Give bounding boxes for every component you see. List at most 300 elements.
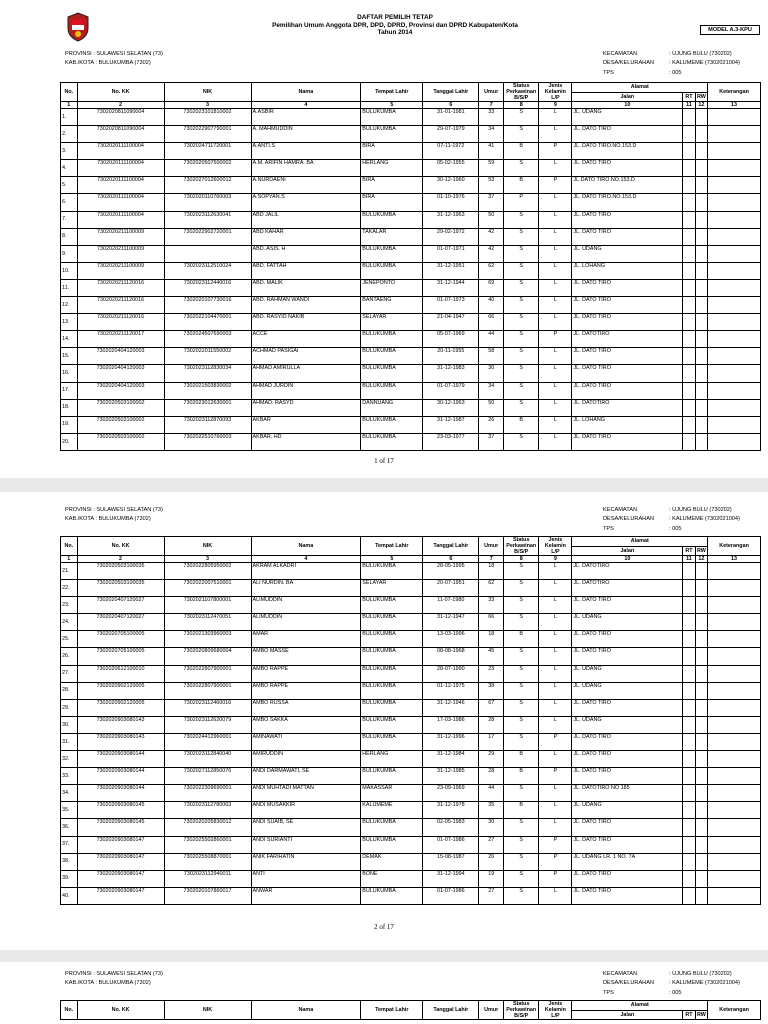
cell-no: 26. bbox=[61, 648, 78, 665]
cell-nama: AKBAR. HD bbox=[251, 433, 361, 450]
table-row bbox=[61, 665, 761, 682]
provinsi-line: PROVINSI : SULAWESI SELATAN (73) bbox=[65, 51, 163, 57]
cell-jenis-kelamin: L bbox=[539, 887, 572, 904]
cell-keterangan bbox=[708, 126, 761, 143]
desa-label: DESA/KELURAHAN bbox=[603, 60, 654, 67]
cell-jalan: JL. DATO TIRO bbox=[572, 160, 683, 177]
cell-nama: ABD. MALIK bbox=[251, 279, 361, 296]
cell-jalan: JL. DATOTIRO bbox=[572, 399, 683, 416]
cell-nik: 7302023112440016 bbox=[164, 279, 251, 296]
cell-nik: 7302022007510001 bbox=[164, 580, 251, 597]
cell-jenis-kelamin: L bbox=[539, 211, 572, 228]
table-row bbox=[61, 802, 761, 819]
cell-tanggal-lahir: 01-07-1971 bbox=[423, 245, 479, 262]
cell-nama: ANDI MUSAKKIR bbox=[251, 802, 361, 819]
cell-rt bbox=[683, 887, 695, 904]
cell-status: S bbox=[504, 126, 539, 143]
cell-tanggal-lahir: 01-07-1986 bbox=[423, 887, 479, 904]
cell-keterangan bbox=[708, 563, 761, 580]
cell-tanggal-lahir: 01-07-1973 bbox=[423, 297, 479, 314]
cell-tanggal-lahir: 20-11-1955 bbox=[423, 348, 479, 365]
cell-status: P bbox=[504, 194, 539, 211]
cell-tempat-lahir: BULUKUMBA bbox=[361, 126, 423, 143]
cell-no: 25. bbox=[61, 631, 78, 648]
cell-nama: ABD. ASIS. H bbox=[251, 245, 361, 262]
table-row bbox=[61, 297, 761, 314]
cell-kk: 7302020111100004 bbox=[77, 143, 164, 160]
header-tempat: Tempat Lahir bbox=[361, 537, 423, 556]
cell-status: B bbox=[504, 768, 539, 785]
voter-table-page-1 bbox=[60, 82, 761, 451]
cell-kk: 7302020211100009 bbox=[77, 245, 164, 262]
cell-rt bbox=[683, 399, 695, 416]
region-info-left bbox=[65, 50, 163, 69]
header-status: Status Perkawinan B/S/P bbox=[504, 83, 539, 102]
table-row bbox=[61, 733, 761, 750]
cell-rt bbox=[683, 785, 695, 802]
cell-keterangan bbox=[708, 768, 761, 785]
cell-jenis-kelamin: P bbox=[539, 733, 572, 750]
cell-status: S bbox=[504, 279, 539, 296]
cell-no: 29. bbox=[61, 699, 78, 716]
cell-umur: 19 bbox=[479, 870, 504, 887]
header-rt: RT bbox=[683, 546, 695, 556]
cell-nik: 7302022309690001 bbox=[164, 785, 251, 802]
cell-status: S bbox=[504, 819, 539, 836]
header-kk: No. KK bbox=[77, 537, 164, 556]
table-body-page-1 bbox=[61, 109, 761, 451]
header-tanggal: Tanggal Lahir bbox=[423, 1001, 479, 1020]
cell-kk: 7302020211120016 bbox=[77, 314, 164, 331]
cell-no: 23. bbox=[61, 597, 78, 614]
cell-tempat-lahir: BULUKUMBA bbox=[361, 887, 423, 904]
header-alamat: Alamat bbox=[572, 1001, 708, 1011]
header-alamat: Alamat bbox=[572, 83, 708, 93]
header-kk: No. KK bbox=[77, 83, 164, 102]
cell-status: S bbox=[504, 665, 539, 682]
model-badge: MODEL A.3-KPU bbox=[700, 25, 760, 35]
cell-rw bbox=[695, 245, 707, 262]
cell-rw bbox=[695, 365, 707, 382]
cell-rw bbox=[695, 836, 707, 853]
cell-status: S bbox=[504, 109, 539, 126]
cell-keterangan bbox=[708, 297, 761, 314]
cell-tempat-lahir: BULUKUMBA bbox=[361, 648, 423, 665]
region-info-left-2 bbox=[65, 506, 163, 525]
cell-nama: ANDI SUAIB, SE bbox=[251, 819, 361, 836]
tps-label: TPS bbox=[603, 525, 614, 532]
header-tempat: Tempat Lahir bbox=[361, 83, 423, 102]
cell-jenis-kelamin: L bbox=[539, 109, 572, 126]
cell-tempat-lahir: BULUKUMBA bbox=[361, 768, 423, 785]
column-number-row: 1 2 3 4 5 6 7 8 9 10 11 12 13 bbox=[61, 556, 761, 563]
table-row bbox=[61, 819, 761, 836]
cell-rt bbox=[683, 348, 695, 365]
cell-tanggal-lahir: 08-08-1968 bbox=[423, 648, 479, 665]
cell-umur: 37 bbox=[479, 194, 504, 211]
cell-jalan: JL. UDANG bbox=[572, 802, 683, 819]
cell-umur: 59 bbox=[479, 160, 504, 177]
table-row bbox=[61, 416, 761, 433]
header-nik: NIK bbox=[164, 1001, 251, 1020]
header-ket: Keterangan bbox=[708, 83, 761, 102]
cell-jalan: JL. DATO TIRO bbox=[572, 228, 683, 245]
cell-kk: 7302020111100004 bbox=[77, 194, 164, 211]
cell-rt bbox=[683, 109, 695, 126]
cell-keterangan bbox=[708, 836, 761, 853]
table-row bbox=[61, 870, 761, 887]
cell-nik: 7302023112830034 bbox=[164, 365, 251, 382]
cell-rt bbox=[683, 768, 695, 785]
cell-status: S bbox=[504, 887, 539, 904]
cell-keterangan bbox=[708, 194, 761, 211]
cell-nik: 7302023112510024 bbox=[164, 262, 251, 279]
cell-nama: ANTI bbox=[251, 870, 361, 887]
cell-keterangan bbox=[708, 177, 761, 194]
header-rt: RT bbox=[683, 92, 695, 102]
cell-jenis-kelamin: L bbox=[539, 194, 572, 211]
cell-nama: A.SOPYAN.S bbox=[251, 194, 361, 211]
table-row bbox=[61, 143, 761, 160]
tps-value: : 005 bbox=[669, 69, 682, 76]
cell-nik: 7302020107730016 bbox=[164, 297, 251, 314]
cell-rt bbox=[683, 665, 695, 682]
header-umur: Umur bbox=[479, 83, 504, 102]
cell-keterangan bbox=[708, 665, 761, 682]
cell-umur: 29 bbox=[479, 751, 504, 768]
cell-kk: 7302020503100035 bbox=[77, 563, 164, 580]
tps-value: : 005 bbox=[669, 989, 682, 996]
cell-nama: A.M. ARIFIN HAMRA. BA bbox=[251, 160, 361, 177]
cell-tanggal-lahir: 28-07-1990 bbox=[423, 665, 479, 682]
page-footer-1: 1 of 17 bbox=[374, 457, 394, 465]
cell-jenis-kelamin: L bbox=[539, 382, 572, 399]
title-line-1: DAFTAR PEMILIH TETAP bbox=[357, 14, 433, 21]
cell-jalan: JL. UDANG bbox=[572, 682, 683, 699]
cell-jalan: JL. DATO TIRO.NO.153.D bbox=[572, 194, 683, 211]
cell-jalan: JL. DATO TIRO bbox=[572, 382, 683, 399]
cell-status: B bbox=[504, 751, 539, 768]
cell-rw bbox=[695, 699, 707, 716]
cell-rt bbox=[683, 194, 695, 211]
cell-status: S bbox=[504, 348, 539, 365]
tps-value: : 005 bbox=[669, 525, 682, 532]
cell-jalan: JL. DATOTIRO NO 185 bbox=[572, 785, 683, 802]
cell-jenis-kelamin: P bbox=[539, 853, 572, 870]
cell-tanggal-lahir: 30-12-1963 bbox=[423, 399, 479, 416]
header-rw: RW bbox=[696, 547, 706, 554]
cell-nama: ANDI DARMAWATI, SE bbox=[251, 768, 361, 785]
cell-kk: 7302020211120017 bbox=[77, 331, 164, 348]
cell-nik: 7302022902720001 bbox=[164, 228, 251, 245]
cell-jenis-kelamin: L bbox=[539, 631, 572, 648]
cell-status: S bbox=[504, 597, 539, 614]
table-row bbox=[61, 614, 761, 631]
cell-jalan: JL. DATO TIRO bbox=[572, 279, 683, 296]
cell-nik: 7302023112870093 bbox=[164, 416, 251, 433]
cell-keterangan bbox=[708, 331, 761, 348]
cell-rw bbox=[695, 648, 707, 665]
cell-jalan: JL. DATO TIRO bbox=[572, 699, 683, 716]
cell-umur: 26 bbox=[479, 416, 504, 433]
cell-keterangan bbox=[708, 785, 761, 802]
cell-no: 4. bbox=[61, 160, 78, 177]
cell-rw bbox=[695, 433, 707, 450]
cell-nik: 7302024507690003 bbox=[164, 331, 251, 348]
cell-rw bbox=[695, 314, 707, 331]
desa-value: : KALUMEME (7302021004) bbox=[669, 516, 740, 523]
cell-umur: 35 bbox=[479, 802, 504, 819]
table-row bbox=[61, 228, 761, 245]
cell-rw bbox=[695, 716, 707, 733]
cell-umur: 62 bbox=[479, 580, 504, 597]
cell-status: S bbox=[504, 614, 539, 631]
cell-nik: 7302020507500002 bbox=[164, 160, 251, 177]
table-row bbox=[61, 160, 761, 177]
cell-jenis-kelamin: L bbox=[539, 802, 572, 819]
cell-tanggal-lahir: 15-08-1987 bbox=[423, 853, 479, 870]
cell-status: S bbox=[504, 382, 539, 399]
cell-kk: 7302020705100005 bbox=[77, 648, 164, 665]
cell-jalan: JL. DATO TIRO bbox=[572, 733, 683, 750]
table-row bbox=[61, 109, 761, 126]
cell-jenis-kelamin: L bbox=[539, 614, 572, 631]
cell-nama: A.NURDAENI bbox=[251, 177, 361, 194]
cell-rw bbox=[695, 109, 707, 126]
header-tanggal: Tanggal Lahir bbox=[423, 537, 479, 556]
cell-jenis-kelamin: P bbox=[539, 331, 572, 348]
table-row bbox=[61, 126, 761, 143]
cell-jenis-kelamin: L bbox=[539, 819, 572, 836]
cell-rt bbox=[683, 870, 695, 887]
cell-tempat-lahir: BULUKUMBA bbox=[361, 211, 423, 228]
cell-keterangan bbox=[708, 853, 761, 870]
cell-jenis-kelamin: L bbox=[539, 751, 572, 768]
cell-status: S bbox=[504, 733, 539, 750]
cell-nik: 7302020107860017 bbox=[164, 887, 251, 904]
cell-jenis-kelamin: L bbox=[539, 348, 572, 365]
kab-line-3: KAB./KOTA : BULUKUMBA (7302) bbox=[65, 980, 151, 987]
cell-nama: AMAR bbox=[251, 631, 361, 648]
cell-nama: ANDI MUHTADI MATTAN bbox=[251, 785, 361, 802]
cell-status: S bbox=[504, 365, 539, 382]
cell-kk: 7302020211120016 bbox=[77, 297, 164, 314]
cell-nama: ABD JALIL bbox=[251, 211, 361, 228]
table-row bbox=[61, 365, 761, 382]
cell-jenis-kelamin: L bbox=[539, 279, 572, 296]
cell-jenis-kelamin: L bbox=[539, 297, 572, 314]
cell-rw bbox=[695, 887, 707, 904]
cell-nik: 7302025508870001 bbox=[164, 853, 251, 870]
cell-keterangan bbox=[708, 416, 761, 433]
cell-kk: 7302020111100004 bbox=[77, 160, 164, 177]
cell-rw bbox=[695, 160, 707, 177]
cell-rw bbox=[695, 279, 707, 296]
cell-tempat-lahir: BANTAENG bbox=[361, 297, 423, 314]
cell-nik: 7302020205830012 bbox=[164, 819, 251, 836]
cell-kk: 7302020903080144 bbox=[77, 751, 164, 768]
header-rw: RW bbox=[696, 1011, 706, 1018]
kab-line-2: KAB./KOTA : BULUKUMBA (7302) bbox=[65, 516, 151, 523]
cell-rt bbox=[683, 177, 695, 194]
cell-rt bbox=[683, 631, 695, 648]
title-line-2: Pemilihan Umum Anggota DPR, DPD, DPRD, Provinsi dan DPRD Kabupaten/Kota bbox=[272, 21, 518, 29]
page-footer-2: 2 of 17 bbox=[374, 923, 394, 931]
cell-nama: ANWAR bbox=[251, 887, 361, 904]
cell-no: 8. bbox=[61, 228, 78, 245]
cell-nama: AMBO RAPPE bbox=[251, 682, 361, 699]
cell-tanggal-lahir: 31-12-1978 bbox=[423, 802, 479, 819]
cell-tanggal-lahir: 01-12-1975 bbox=[423, 682, 479, 699]
desa-value: : KALUMEME (7302021004) bbox=[669, 980, 740, 987]
cell-umur: 33 bbox=[479, 109, 504, 126]
header-nama: Nama bbox=[251, 1001, 361, 1020]
cell-rt bbox=[683, 262, 695, 279]
cell-umur: 69 bbox=[479, 279, 504, 296]
cell-nik: 7302023112620079 bbox=[164, 716, 251, 733]
cell-keterangan bbox=[708, 314, 761, 331]
table-row bbox=[61, 836, 761, 853]
cell-tanggal-lahir: 01-07-1979 bbox=[423, 382, 479, 399]
cell-tempat-lahir: BULUKUMBA bbox=[361, 836, 423, 853]
table-row bbox=[61, 245, 761, 262]
table-row bbox=[61, 853, 761, 870]
cell-rw bbox=[695, 614, 707, 631]
cell-keterangan bbox=[708, 802, 761, 819]
cell-umur: 28 bbox=[479, 768, 504, 785]
cell-tanggal-lahir: 05-07-1969 bbox=[423, 331, 479, 348]
cell-umur: 37 bbox=[479, 433, 504, 450]
cell-nik: 7302027012600012 bbox=[164, 177, 251, 194]
cell-no: 11. bbox=[61, 279, 78, 296]
cell-tanggal-lahir: 31-12-1994 bbox=[423, 870, 479, 887]
cell-keterangan bbox=[708, 382, 761, 399]
cell-nik: 7302024711720001 bbox=[164, 143, 251, 160]
cell-nik: 7302023112940011 bbox=[164, 870, 251, 887]
cell-umur: 34 bbox=[479, 382, 504, 399]
header-nik: NIK bbox=[164, 83, 251, 102]
cell-tanggal-lahir: 31-12-1983 bbox=[423, 365, 479, 382]
cell-jenis-kelamin: L bbox=[539, 433, 572, 450]
cell-keterangan bbox=[708, 399, 761, 416]
table-row bbox=[61, 716, 761, 733]
cell-umur: 50 bbox=[479, 399, 504, 416]
kecamatan-label: KECAMATAN bbox=[603, 51, 637, 57]
header-jalan: Jalan bbox=[572, 1010, 683, 1020]
cell-jalan: JL. DATOTIRO bbox=[572, 580, 683, 597]
cell-nik: 7302021303960003 bbox=[164, 631, 251, 648]
cell-tempat-lahir: BULUKUMBA bbox=[361, 716, 423, 733]
cell-kk: 7302020407120027 bbox=[77, 597, 164, 614]
cell-status: S bbox=[504, 399, 539, 416]
cell-rw bbox=[695, 870, 707, 887]
cell-kk: 7302020903080144 bbox=[77, 768, 164, 785]
cell-umur: 30 bbox=[479, 819, 504, 836]
cell-nama: AHMAD JURDIN bbox=[251, 382, 361, 399]
cell-tanggal-lahir: 02-05-1983 bbox=[423, 819, 479, 836]
cell-nik: 7302023112460016 bbox=[164, 699, 251, 716]
cell-tempat-lahir: SELAYAR bbox=[361, 580, 423, 597]
cell-jenis-kelamin: L bbox=[539, 785, 572, 802]
cell-no: 40. bbox=[61, 887, 78, 904]
cell-nama: A. MAHMUDDIN bbox=[251, 126, 361, 143]
cell-rw bbox=[695, 382, 707, 399]
cell-umur: 17 bbox=[479, 733, 504, 750]
cell-jalan: JL. DATO TIRO bbox=[572, 648, 683, 665]
cell-keterangan bbox=[708, 580, 761, 597]
cell-keterangan bbox=[708, 597, 761, 614]
cell-tempat-lahir: BULUKUMBA bbox=[361, 365, 423, 382]
cell-kk: 7302020903080145 bbox=[77, 802, 164, 819]
table-row bbox=[61, 177, 761, 194]
cell-kk: 7302020903080147 bbox=[77, 870, 164, 887]
header-status: Status Perkawinan B/S/P bbox=[504, 1001, 539, 1020]
cell-umur: 38 bbox=[479, 682, 504, 699]
cell-nama: AMBO RAPPE bbox=[251, 665, 361, 682]
cell-rt bbox=[683, 751, 695, 768]
table-row bbox=[61, 314, 761, 331]
cell-rw bbox=[695, 331, 707, 348]
cell-tanggal-lahir: 21-04-1947 bbox=[423, 314, 479, 331]
cell-umur: 40 bbox=[479, 297, 504, 314]
header-jalan: Jalan bbox=[572, 546, 683, 556]
cell-tanggal-lahir: 31-12-1984 bbox=[423, 751, 479, 768]
cell-rt bbox=[683, 819, 695, 836]
cell-kk: 7302020902120005 bbox=[77, 699, 164, 716]
cell-no: 35. bbox=[61, 802, 78, 819]
cell-jenis-kelamin: L bbox=[539, 699, 572, 716]
cell-kk: 7302020404120003 bbox=[77, 365, 164, 382]
cell-umur: 62 bbox=[479, 262, 504, 279]
page-2 bbox=[0, 492, 768, 950]
cell-rt bbox=[683, 314, 695, 331]
cell-kk: 7302020903080147 bbox=[77, 887, 164, 904]
cell-status: S bbox=[504, 716, 539, 733]
cell-status: S bbox=[504, 228, 539, 245]
cell-nama: AHMAD. RASYD bbox=[251, 399, 361, 416]
cell-tempat-lahir: DANNUANG bbox=[361, 399, 423, 416]
cell-umur: 42 bbox=[479, 245, 504, 262]
cell-umur: 18 bbox=[479, 631, 504, 648]
cell-jalan: JL. DATO TIRO bbox=[572, 126, 683, 143]
cell-status: B bbox=[504, 631, 539, 648]
cell-nik: 7302022104470001 bbox=[164, 314, 251, 331]
cell-rw bbox=[695, 126, 707, 143]
cell-jenis-kelamin: L bbox=[539, 716, 572, 733]
cell-rt bbox=[683, 245, 695, 262]
cell-no: 27. bbox=[61, 665, 78, 682]
cell-rw bbox=[695, 682, 707, 699]
desa-label: DESA/KELURAHAN bbox=[603, 980, 654, 987]
cell-jalan: JL. DATO TIRO bbox=[572, 314, 683, 331]
cell-rt bbox=[683, 716, 695, 733]
cell-tempat-lahir: HERLANG bbox=[361, 751, 423, 768]
cell-keterangan bbox=[708, 682, 761, 699]
cell-kk: 7302020407120027 bbox=[77, 614, 164, 631]
cell-no: 36. bbox=[61, 819, 78, 836]
cell-rw bbox=[695, 399, 707, 416]
header-rw: RW bbox=[696, 93, 706, 100]
cell-status: S bbox=[504, 262, 539, 279]
header-nama: Nama bbox=[251, 537, 361, 556]
cell-tempat-lahir: HERLANG bbox=[361, 160, 423, 177]
cell-status: S bbox=[504, 785, 539, 802]
cell-jenis-kelamin: L bbox=[539, 665, 572, 682]
cell-status: S bbox=[504, 297, 539, 314]
table-row bbox=[61, 433, 761, 450]
page-3 bbox=[0, 962, 768, 1024]
table-row bbox=[61, 648, 761, 665]
